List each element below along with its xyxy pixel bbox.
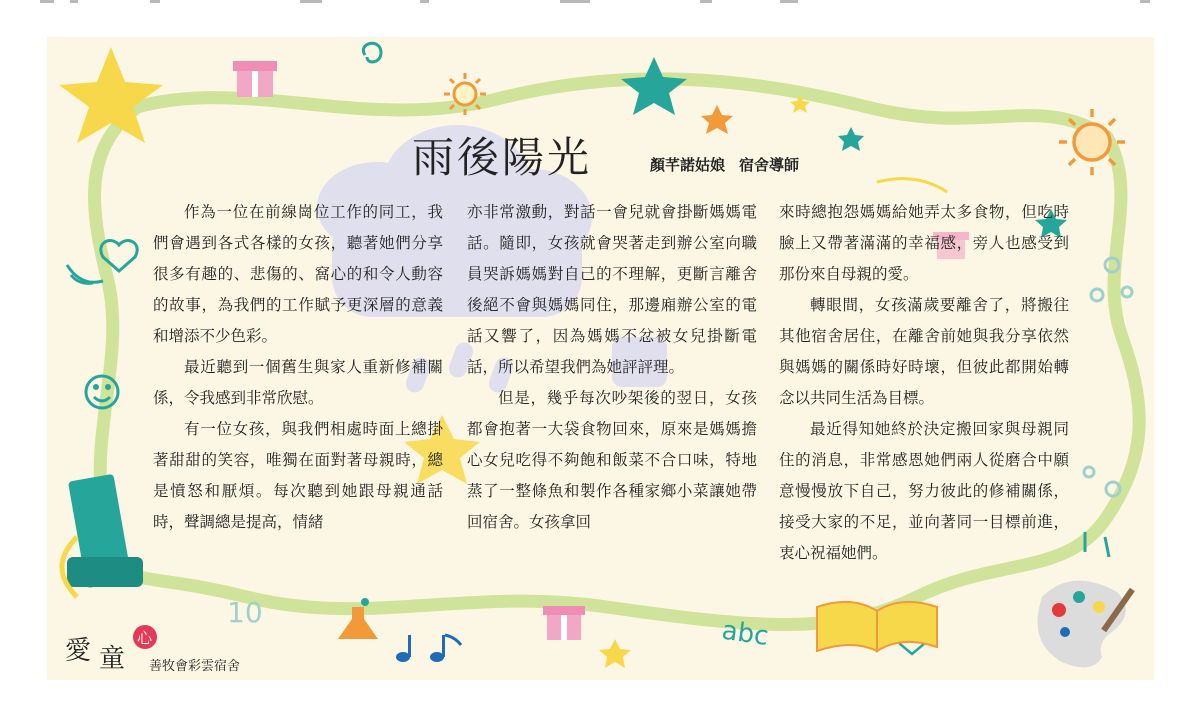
paragraph: 作為一位在前線崗位工作的同工，我們會遇到各式各樣的女孩，聽著她們分享很多有趣的、悲傷的、窩心的和令人動容的故事，為我們的工作賦予更深層的意義和增添不少色彩。 (153, 203, 443, 345)
paragraph: 亦非常激動，對話一會兒就會掛斷媽媽電話。隨即，女孩就會哭著走到辦公室向職員哭訴媽媽對自己的不理解，更斷言離舍後絕不會與媽媽同住，那邊廂辦公室的電話又響了，因為媽媽不忿被女兒掛斷電話，所以希望我們為她評評理。 (467, 203, 757, 376)
article-column-3 (779, 197, 1069, 569)
author-name: 顏芊諾姑娘 (650, 156, 726, 174)
article-title: 雨後陽光 (412, 133, 593, 182)
byline (650, 154, 799, 175)
paragraph: 轉眼間，女孩滿歲要離舍了，將搬往其他宿舍居住，在離舍前她與我分享依然與媽媽的關係時好時壞，但彼此都開始轉念以共同生活為目標。 (779, 296, 1069, 407)
star-icon (621, 57, 687, 115)
star-icon (701, 105, 733, 134)
abc-text: abc (719, 615, 771, 652)
number-ten-text: 10 (227, 596, 263, 629)
gift-icon (543, 606, 585, 640)
paragraph: 但是，幾乎每次吵架後的翌日，女孩都會抱著一大袋食物回來，原來是媽媽擔心女兒吃得不夠飽和飯菜不合口味，特地蒸了一整條魚和製作各種家鄉小菜讓她帶回宿舍。女孩拿回 (467, 389, 757, 531)
logo-xin-text: 心 (137, 629, 153, 647)
swirl-icon (363, 43, 381, 62)
top-edge-fragments (0, 0, 1200, 10)
author-role: 宿舍導師 (739, 156, 800, 174)
gift-icon (233, 61, 277, 97)
swirl-icon (877, 179, 947, 192)
paragraph: 最近聽到一個舊生與家人重新修補關係，令我感到非常欣慰。 (153, 358, 443, 407)
paragraph: 來時總抱怨媽媽給她弄太多食物，但吃時臉上又帶著滿滿的幸福感，旁人也感受到那份來自母親的愛。 (779, 203, 1069, 283)
star-icon (599, 639, 631, 668)
article-panel (47, 37, 1154, 680)
article-column-1 (153, 197, 443, 538)
music-note-icon (396, 635, 461, 662)
paragraph: 最近得知她終於決定搬回家與母親同住的消息，非常感恩她們兩人從磨合中願意慢慢放下自己，努力彼此的修補關係，接受大家的不足，並向著同一目標前進，衷心祝福她們。 (779, 420, 1069, 562)
logo-tong-text: 童 (99, 644, 126, 673)
microscope-icon (62, 474, 143, 597)
smiley-icon (67, 265, 103, 283)
paint-palette-icon (1038, 581, 1135, 668)
article-column-2 (467, 197, 757, 538)
paragraph: 有一位女孩，與我們相處時面上總掛著甜甜的笑容，唯獨在面對著母親時，總是憤怒和厭煩。每次聽到她跟母親通話時，聲調總是提高，情緒 (153, 420, 443, 531)
logo-ai-text: 愛 (65, 636, 92, 666)
organization-name: 善牧會彩雲宿舍 (149, 659, 241, 674)
star-icon (838, 127, 864, 151)
